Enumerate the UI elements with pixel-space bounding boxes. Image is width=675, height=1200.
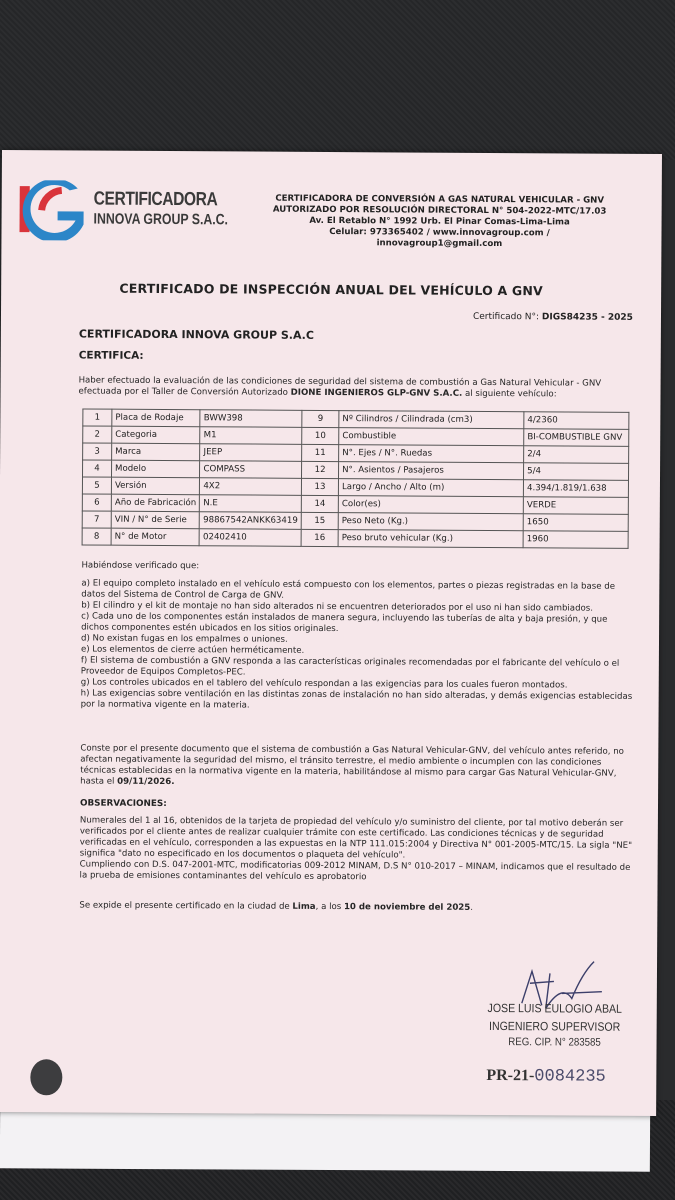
certificate-number-label: Certificado N°:	[472, 311, 540, 323]
row-number: 3	[83, 443, 112, 460]
observacion-item: Cumpliendo con D.S. 047-2001-MTC, modificatorias 009-2012 MINAM, D.S N° 010-2017 – MINAM, indicamos que el resultado de la prueba de emisiones contaminantes del vehículo es aprobatorio	[79, 859, 631, 883]
field-label: Categoria	[112, 426, 201, 444]
condition-item: b) El cilindro y el kit de montaje no han sido alterados ni se encuentren deteriorados por el uso ni han sido cambiados.	[81, 600, 594, 614]
condition-item: c) Cada uno de los componentes están instalados de manera segura, incluyendo las tuberías de alta y baja presión, y que dichos componentes estén ubicados en los sitios originales.	[81, 611, 608, 635]
row-number: 14	[301, 495, 338, 512]
header-line-2: AUTORIZADO POR RESOLUCIÓN DIRECTORAL N° 504-2022-MTC/17.03	[272, 204, 607, 217]
row-number: 9	[302, 410, 339, 427]
field-label: Nº Cilindros / Cilindrada (cm3)	[339, 411, 524, 429]
field-label: Placa de Rodaje	[112, 409, 201, 427]
certificate-sheet	[0, 150, 662, 1116]
field-value: 5/4	[524, 463, 629, 481]
condition-item: a) El equipo completo instalado en el vehículo está compuesto con los elementos, partes o piezas registradas en la base de datos del Sistema de Control de Carga de GNV.	[81, 578, 616, 601]
folio-serial: 0084235	[534, 1067, 606, 1087]
vehicle-data-table	[82, 408, 630, 548]
table-row	[82, 528, 628, 548]
header-line-4: Celular: 973365402 / www.innovagroup.com / innovagroup1@gmail.com	[329, 227, 550, 250]
field-label: Largo / Ancho / Alto (m)	[338, 479, 523, 497]
intro-text: Haber efectuado la evaluación de las condiciones de seguridad del sistema de combustión a Gas Natural Vehicular - GNV efectuada por el Taller de Conversión Autorizado	[78, 375, 602, 398]
field-label: Modelo	[112, 460, 201, 478]
field-label: Color(es)	[338, 496, 523, 514]
row-number: 12	[302, 461, 339, 478]
underlying-paper	[0, 1106, 650, 1171]
field-value: M1	[200, 427, 302, 445]
field-value: 1960	[523, 531, 628, 549]
field-value: 4.394/1.819/1.638	[523, 480, 628, 498]
field-label: Combustible	[339, 428, 524, 446]
signer-registration: REG. CIP. N° 283585	[508, 1036, 601, 1049]
certifica-heading: CERTIFICA:	[78, 349, 144, 362]
condition-item: g) Los controles ubicados en el tablero del vehículo respondan a las exigencias para los cuales fueron montados.	[80, 677, 568, 691]
signer-role: INGENIERO SUPERVISOR	[488, 1018, 621, 1034]
field-value: COMPASS	[200, 461, 302, 479]
intro-text-end: al siguiente vehículo:	[462, 388, 557, 400]
field-label: N°. Ejes / N°. Ruedas	[339, 445, 524, 463]
row-number: 15	[301, 512, 338, 529]
issue-text: Se expide el presente certificado en la ciudad de	[79, 900, 293, 912]
row-number: 16	[301, 529, 338, 546]
issue-date: 10 de noviembre del 2025	[343, 902, 471, 913]
field-label: N° de Motor	[111, 528, 200, 546]
condition-item: f) El sistema de combustión a GNV responda a las características originales recomendadas por el fabricante del vehículo o el Proveedor de Equipos Completos-PEC.	[80, 655, 620, 678]
certificate-number-value: DIGS84235 - 2025	[541, 312, 633, 323]
condition-item: e) Los elementos de cierre actúen herméticamente.	[80, 644, 305, 656]
observaciones-body	[80, 815, 635, 884]
field-value: N.E	[200, 495, 302, 513]
field-label: Peso Neto (Kg.)	[338, 513, 523, 531]
background-surface-top	[0, 0, 675, 160]
row-number: 13	[301, 478, 338, 495]
conditions-list	[81, 578, 637, 713]
header-line-3: Av. El Retablo N° 1992 Urb. El Pinar Comas-Lima-Lima	[309, 215, 570, 228]
signer-name: JOSE LUIS EULOGIO ABAL	[487, 1000, 623, 1016]
row-number: 1	[83, 409, 112, 426]
valid-until-date: 09/11/2026.	[117, 776, 175, 788]
field-value: VERDE	[523, 497, 628, 515]
folio-prefix: PR-21-	[486, 1066, 535, 1085]
field-label: Peso bruto vehicular (Kg.)	[338, 530, 523, 548]
field-label: Versión	[111, 477, 200, 495]
field-value: 2/4	[524, 446, 629, 464]
punch-hole	[30, 1059, 62, 1095]
logo-line-1: CERTIFICADORA	[93, 188, 218, 211]
conste-text: Conste por el presente documento que el sistema de combustión a Gas Natural Vehicular-GNV, del vehículo antes referido, no afectan negativamente la seguridad del mismo, el tránsito terrestre, el medio ambiente o incumplen con las condiciones técnicas establecidas en la normativa vigente en la materia, habilitándose al mismo para cargar Gas Natural Vehicular-GNV, hasta el	[80, 743, 624, 787]
observacion-item: Numerales del 1 al 16, obtenidos de la tarjeta de propiedad del vehículo y/o suministro del cliente, por tal motivo deberán ser verificados por el cliente antes de realizar cualquier trámite con este certificado. Las condiciones técnicas y de seguridad verificadas en el vehículo, corresponden a las expuestas en la NTP 111.015:2004 y Directiva N° 001-2005-MTC/15. La sigla "NE" significa "dato no especificado en los documentos o plaqueta del vehículo".	[79, 815, 633, 861]
row-number: 4	[83, 460, 112, 477]
field-value: 02402410	[199, 529, 301, 547]
field-label: Marca	[112, 443, 201, 461]
field-label: N°. Asientos / Pasajeros	[339, 462, 524, 480]
row-number: 6	[82, 494, 111, 511]
document-title: CERTIFICADO DE INSPECCIÓN ANUAL DEL VEHÍCULO A GNV	[119, 280, 543, 299]
condition-item: d) No existan fugas en los empalmes o uniones.	[80, 633, 288, 645]
issuer-header	[269, 194, 609, 251]
row-number: 10	[302, 427, 339, 444]
header-line-1: CERTIFICADORA DE CONVERSIÓN A GAS NATURAL VEHICULAR - GNV	[275, 193, 605, 206]
field-value: 4/2360	[524, 412, 629, 430]
row-number: 5	[82, 477, 111, 494]
field-value: BI-COMBUSTIBLE GNV	[524, 429, 629, 447]
issue-city: Lima	[292, 901, 316, 912]
condition-item: h) Las exigencias sobre ventilación en las distintas zonas de instalación no han sido alteradas, y demás exigencias establecidas por la normativa vigente en la materia.	[80, 688, 633, 711]
field-value: JEEP	[200, 444, 302, 462]
issue-statement	[79, 900, 634, 914]
row-number: 11	[302, 444, 339, 461]
field-value: 98867542ANKK63419	[200, 512, 302, 530]
row-number: 7	[82, 511, 111, 528]
company-name: CERTIFICADORA INNOVA GROUP S.A.C	[78, 327, 314, 342]
logo-line-2: INNOVA GROUP S.A.C.	[93, 210, 229, 229]
field-value: BWW398	[200, 410, 302, 428]
certificate-number	[473, 312, 633, 323]
row-number: 2	[83, 426, 112, 443]
intro-taller: DIONE INGENIEROS GLP-GNV S.A.C.	[290, 387, 463, 399]
folio-number	[486, 1067, 606, 1087]
issue-text-end: .	[470, 902, 474, 913]
field-label: Año de Fabricación	[111, 494, 200, 512]
issue-text-mid: , a los	[315, 901, 344, 913]
intro-paragraph	[78, 375, 638, 400]
conste-paragraph	[80, 743, 635, 790]
field-value: 1650	[523, 514, 628, 532]
field-label: VIN / N° de Serie	[111, 511, 200, 529]
row-number: 8	[82, 528, 111, 545]
verified-intro: Habiéndose verificado que:	[81, 560, 200, 572]
observaciones-heading: OBSERVACIONES:	[79, 798, 167, 810]
field-value: 4X2	[200, 478, 302, 496]
